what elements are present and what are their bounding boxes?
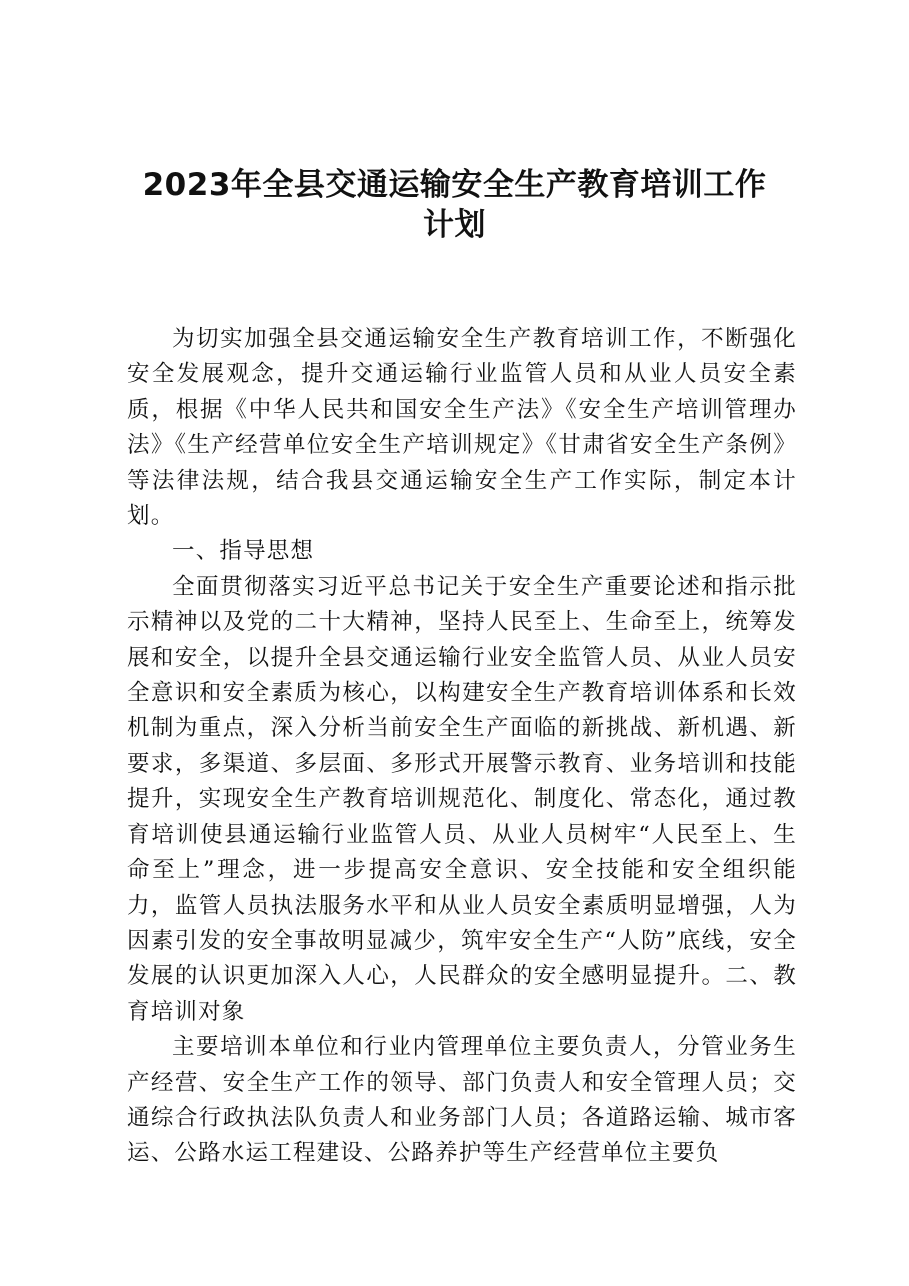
section-heading-guiding-ideology: 一、指导思想 xyxy=(172,538,315,565)
document-title-line-2: 计划 xyxy=(423,207,486,243)
intro-paragraph: 为切实加强全县交通运输安全生产教育培训工作，不断强化安全发展观念，提升交通运输行业监管人员和从业人员安全素质，根据《中华人民共和国安全生产法》《安全生产培训管理办法》《生产经营单位安全生产培训规定》《甘肃省安全生产条例》等法律法规，结合我县交通运输安全生产工作实际，制定本计划。 xyxy=(127,326,797,530)
guiding-ideology-paragraph: 全面贯彻落实习近平总书记关于安全生产重要论述和指示批示精神以及党的二十大精神，坚持人民至上、生命至上，统筹发展和安全，以提升全县交通运输行业安全监管人员、从业人员安全意识和安全素质为核心，以构建安全生产教育培训体系和长效机制为重点，深入分析当前安全生产面临的新挑战、新机遇、新要求，多渠道、多层面、多形式开展警示教育、业务培训和技能提升，实现安全生产教育培训规范化、制度化、常态化，通过教育培训使县通运输行业监管人员、从业人员树牢“人民至上、生命至上”理念，进一步提高安全意识、安全技能和安全组织能力，监管人员执法服务水平和从业人员安全素质明显增强，人为因素引发的安全事故明显减少，筑牢安全生产“人防”底线，安全发展的认识更加深入人心，人民群众的安全感明显提升。二、教育培训对象 xyxy=(127,573,797,1025)
document-title-line-1: 2023年全县交通运输安全生产教育培训工作 xyxy=(142,167,767,203)
training-targets-paragraph: 主要培训本单位和行业内管理单位主要负责人，分管业务生产经营、安全生产工作的领导、部门负责人和安全管理人员；交通综合行政执法队负责人和业务部门人员；各道路运输、城市客运、公路水运工程建设、公路养护等生产经营单位主要负 xyxy=(127,1034,797,1167)
document-body xyxy=(127,322,797,1172)
